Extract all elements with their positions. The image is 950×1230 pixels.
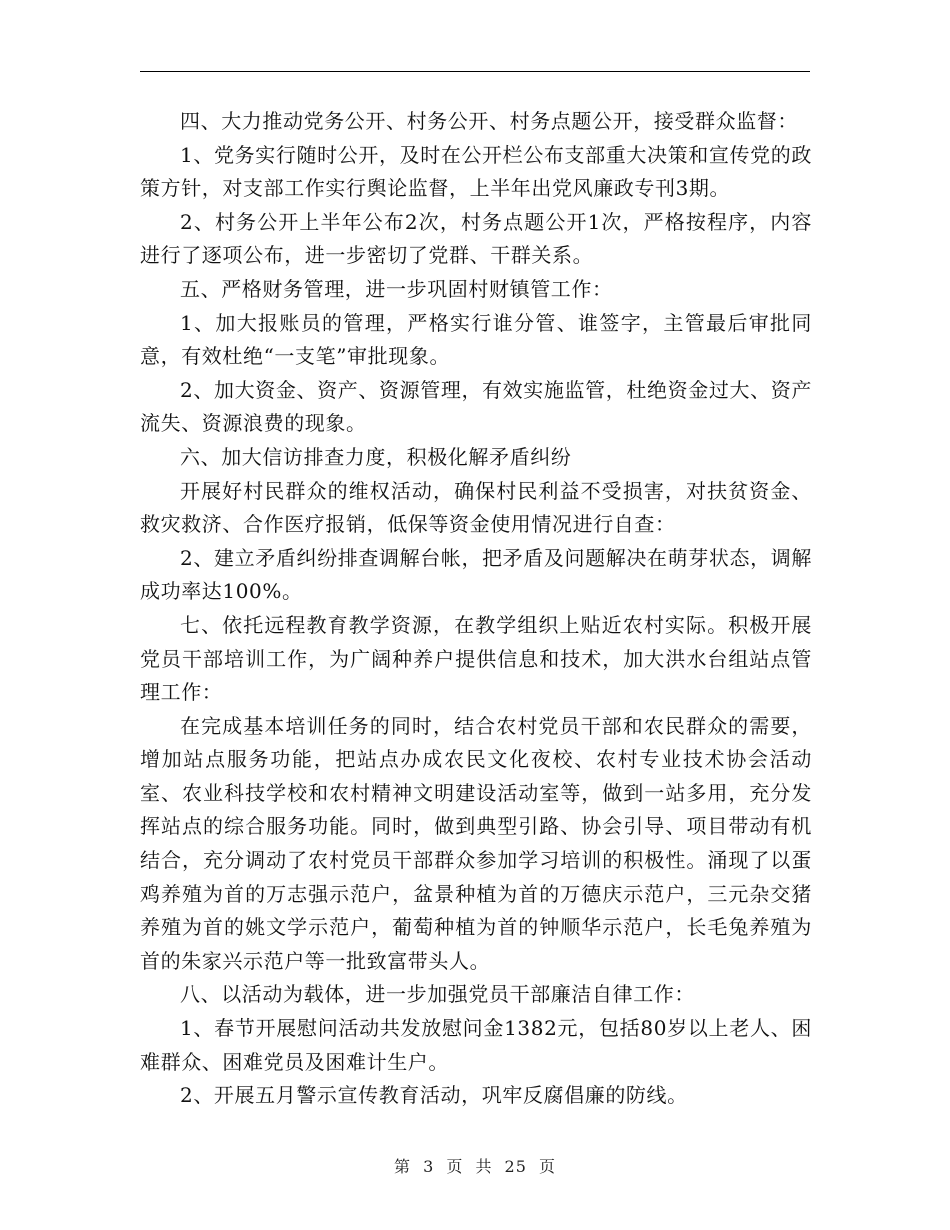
paragraph-rights-protection: 开展好村民群众的维权活动，确保村民利益不受损害，对扶贫资金、救灾救济、合作医疗报销，低保等资金使用情况进行自查： <box>140 478 812 537</box>
paragraph-may-warning-education: 2、开展五月警示宣传教育活动，巩牢反腐倡廉的防线。 <box>180 1083 688 1108</box>
header-rule <box>140 71 810 72</box>
paragraph-party-affairs-disclosure: 1、党务实行随时公开，及时在公开栏公布支部重大决策和宣传党的政策方针，对支部工作实行舆论监督，上半年出党风廉政专刊3期。 <box>140 142 812 201</box>
paragraph-section-7-heading: 七、依托远程教育教学资源，在教学组织上贴近农村实际。积极开展党员干部培训工作，为广阔种养户提供信息和技术，加大洪水台组站点管理工作： <box>140 612 812 705</box>
paragraph-accountant-management: 1、加大报账员的管理，严格实行谁分管、谁签字，主管最后审批同意，有效杜绝“一支笔”审批现象。 <box>140 310 812 369</box>
page-number-footer: 第 3 页 共 25 页 <box>394 1157 556 1176</box>
paragraph-spring-festival-visits: 1、春节开展慰问活动共发放慰问金1382元，包括80岁以上老人、困难群众、困难党员及困难计生户。 <box>140 1016 812 1074</box>
paragraph-section-4-heading: 四、大力推动党务公开、村务公开、村务点题公开，接受群众监督： <box>180 109 798 133</box>
paragraph-village-affairs-disclosure: 2、村务公开上半年公布2次，村务点题公开1次，严格按程序，内容进行了逐项公布，进一步密切了党群、干群关系。 <box>140 209 812 268</box>
document-body <box>140 105 812 1113</box>
paragraph-funds-management: 2、加大资金、资产、资源管理，有效实施监管，杜绝资金过大、资产流失、资源浪费的现象。 <box>140 377 812 436</box>
paragraph-section-5-heading: 五、严格财务管理，进一步巩固村财镇管工作： <box>180 276 613 301</box>
paragraph-section-8-heading: 八、以活动为载体，进一步加强党员干部廉洁自律工作： <box>180 982 695 1007</box>
paragraph-dispute-mediation: 2、建立矛盾纠纷排查调解台帐，把矛盾及问题解决在萌芽状态，调解成功率达100%。 <box>140 545 812 604</box>
paragraph-section-6-heading: 六、加大信访排查力度，积极化解矛盾纠纷 <box>180 444 572 469</box>
paragraph-training-stations: 在完成基本培训任务的同时，结合农村党员干部和农民群众的需要，增加站点服务功能，把站点办成农民文化夜校、农村专业技术协会活动室、农业科技学校和农村精神文明建设活动室等，做到一站多用，充分发挥站点的综合服务功能。同时，做到典型引路、协会引导、项目带动有机结合，充分调动了农村党员干部群众参加学习培训的积极性。涌现了以蛋鸡养殖为首的万志强示范户，盆景种植为首的万德庆示范户，三元杂交猪养殖为首的姚文学示范户，葡萄种植为首的钟顺华示范户，长毛兔养殖为首的朱家兴示范户等一批致富带头人。 <box>140 713 812 973</box>
